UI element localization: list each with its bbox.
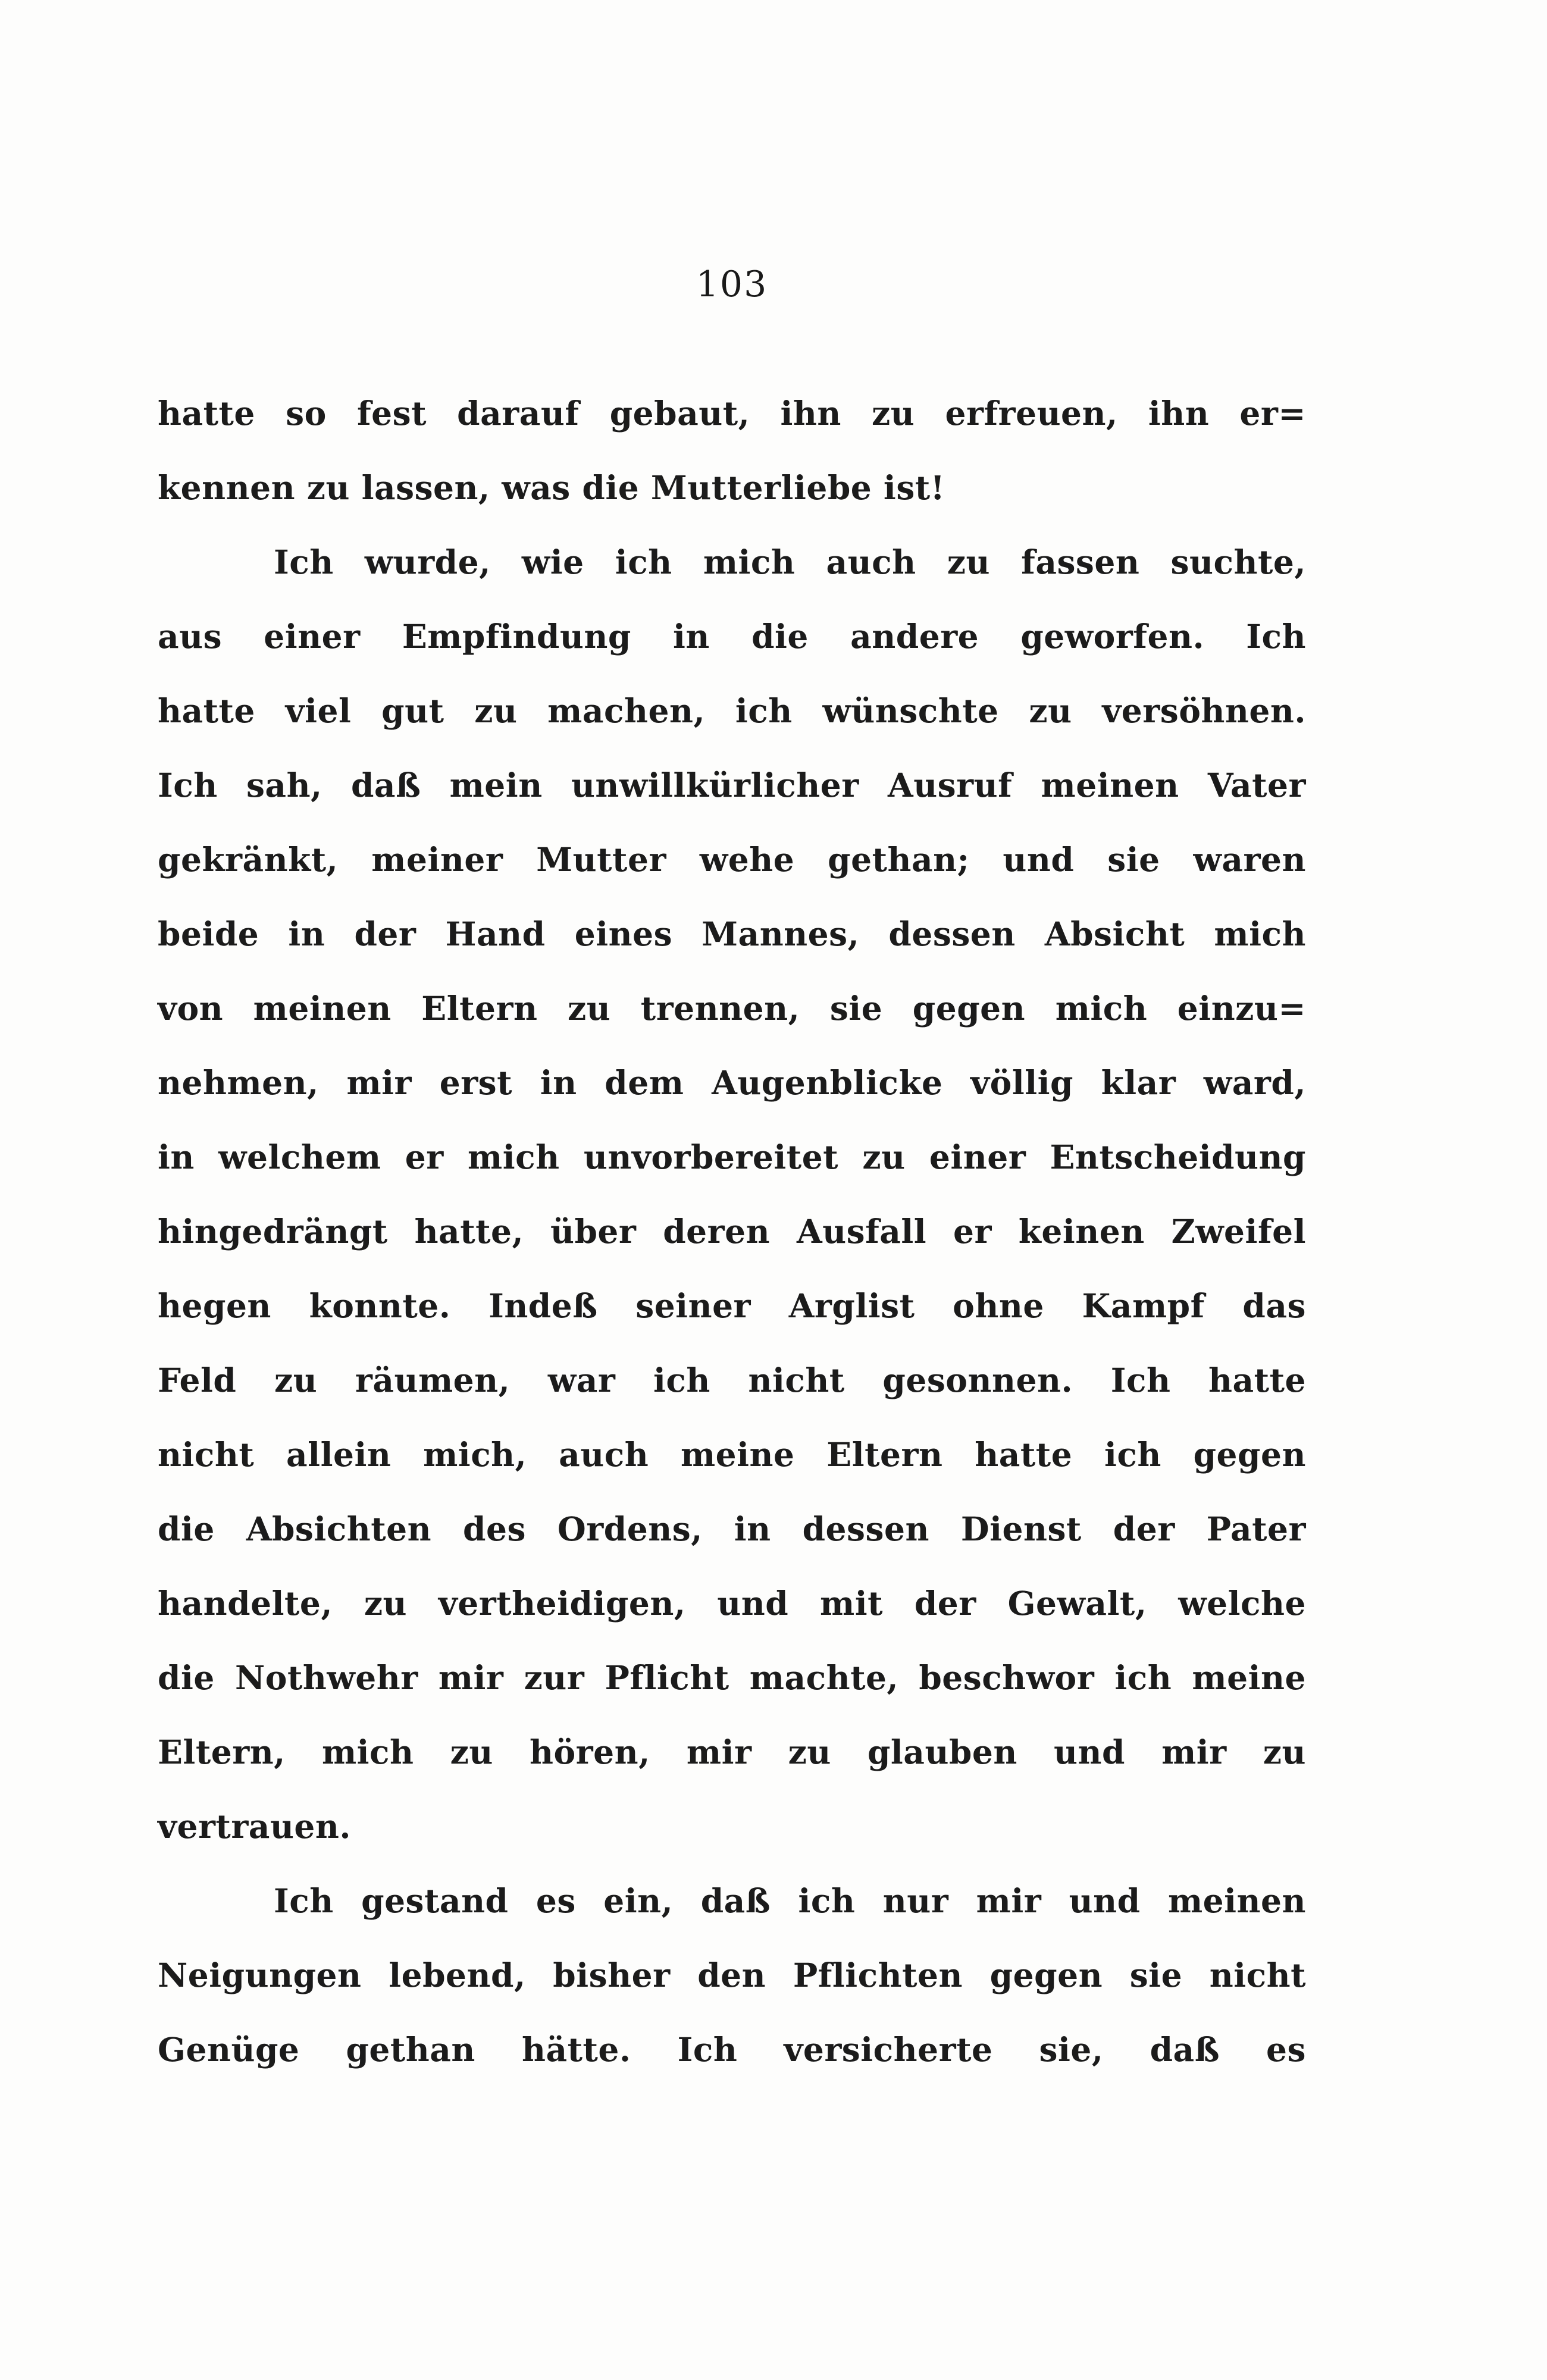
text-line: Ich wurde, wie ich mich auch zu fassen suchte, [274,543,1306,581]
text-line: Feld zu räumen, war ich nicht gesonnen. Ich hatte [158,1361,1306,1399]
text-line: kennen zu lassen, was die Mutterliebe ist! [158,468,945,507]
body-text [158,376,1306,2087]
text-line: beide in der Hand eines Mannes, dessen Absicht mich [158,915,1306,953]
text-line: aus einer Empfindung in die andere geworfen. Ich [158,617,1306,656]
text-line: Genüge gethan hätte. Ich versicherte sie, daß es [158,2030,1306,2069]
text-line: Ich sah, daß mein unwillkürlicher Ausruf meinen Vater [158,766,1306,804]
text-line: hatte so fest darauf gebaut, ihn zu erfreuen, ihn er= [158,394,1306,433]
text-line: nicht allein mich, auch meine Eltern hatte ich gegen [158,1435,1306,1474]
text-line: nehmen, mir erst in dem Augenblicke völlig klar ward, [158,1063,1306,1102]
text-line: vertrauen. [158,1807,352,1846]
page-number: 103 [696,264,768,305]
text-line: die Absichten des Ordens, in dessen Dienst der Pater [158,1510,1306,1548]
text-line: Ich gestand es ein, daß ich nur mir und meinen [274,1881,1306,1920]
text-line: von meinen Eltern zu trennen, sie gegen mich einzu= [158,989,1306,1028]
text-line: die Nothwehr mir zur Pflicht machte, beschwor ich meine [158,1658,1306,1697]
text-line: hegen konnte. Indeß seiner Arglist ohne Kampf das [158,1286,1306,1325]
text-line: in welchem er mich unvorbereitet zu einer Entscheidung [158,1138,1306,1176]
text-line: Eltern, mich zu hören, mir zu glauben und mir zu [158,1733,1306,1771]
text-line: gekränkt, meiner Mutter wehe gethan; und sie waren [158,840,1306,879]
text-line: hingedrängt hatte, über deren Ausfall er keinen Zweifel [158,1212,1306,1251]
text-line: hatte viel gut zu machen, ich wünschte zu versöhnen. [158,691,1306,730]
text-line: handelte, zu vertheidigen, und mit der Gewalt, welche [158,1584,1306,1623]
text-line: Neigungen lebend, bisher den Pflichten gegen sie nicht [158,1956,1306,1994]
